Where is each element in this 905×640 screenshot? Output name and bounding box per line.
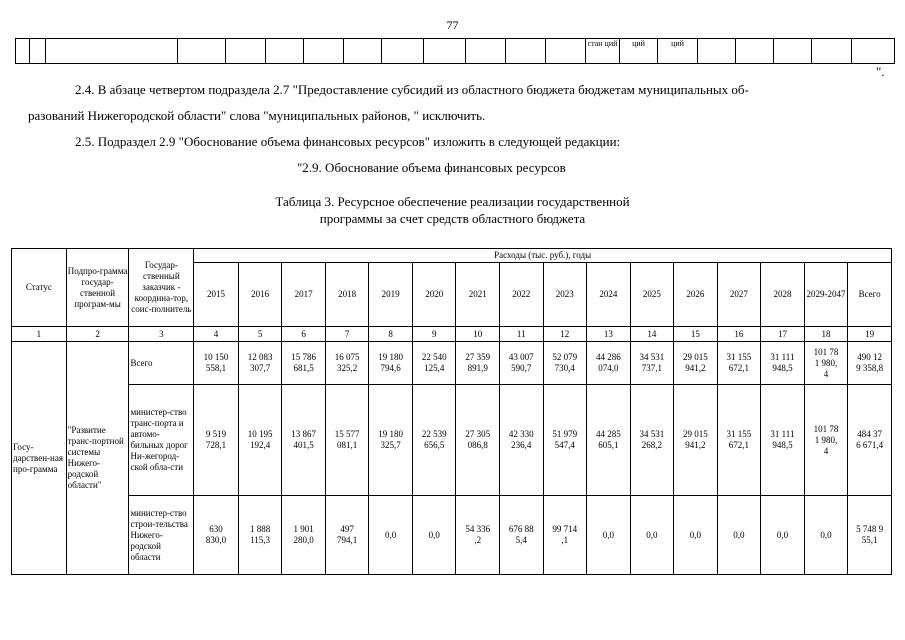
value-cell <box>630 496 674 575</box>
value-cell <box>369 385 413 496</box>
header-year: Всего <box>848 263 892 327</box>
value-part: 948,5 <box>772 363 793 373</box>
column-number: 14 <box>630 327 674 342</box>
remnant-cell <box>304 39 344 64</box>
column-number: 16 <box>717 327 761 342</box>
value-part: 728,1 <box>205 440 227 450</box>
value-part: 074,0 <box>598 363 619 373</box>
value-part: 125,4 <box>424 363 445 373</box>
table-row <box>12 342 892 385</box>
column-number: 12 <box>543 327 587 342</box>
remnant-cell <box>266 39 304 64</box>
value-part: 891,9 <box>467 363 488 373</box>
value-cell <box>194 496 239 575</box>
customer-cell: министер-ство строи-тельства Нижего-родской области <box>129 496 194 575</box>
value-part: 6 671,4 <box>856 440 884 450</box>
value-cell <box>412 496 456 575</box>
value-part: 307,7 <box>249 363 271 373</box>
resource-table <box>11 248 892 575</box>
value-part: 794,1 <box>337 535 358 545</box>
header-customer: Государ-ственный заказчик - координа-тор, соис-полнитель <box>129 249 194 327</box>
value-part: 630 <box>209 524 223 534</box>
remnant-cell <box>774 39 812 64</box>
header-year: 2023 <box>543 263 587 327</box>
value-cell <box>543 342 587 385</box>
value-part: 31 155 <box>726 352 752 362</box>
value-part: 0,0 <box>385 529 397 540</box>
value-cell <box>238 342 282 385</box>
remnant-cell <box>46 39 178 64</box>
remnant-cell <box>466 39 506 64</box>
value-part: 12 083 <box>247 352 273 362</box>
value-part: 19 180 <box>378 429 404 439</box>
value-cell <box>587 496 631 575</box>
value-part: 605,1 <box>598 440 619 450</box>
value-part: 0,0 <box>733 529 745 540</box>
remnant-cell: ций <box>658 39 698 64</box>
header-year: 2027 <box>717 263 761 327</box>
value-part: 1 980, <box>814 357 838 368</box>
value-part: 27 359 <box>465 352 491 362</box>
value-cell <box>848 342 892 385</box>
customer-cell: Всего <box>129 342 194 385</box>
remnant-cell <box>226 39 266 64</box>
subprogram-cell: "Развитие транс-портной системы Нижего-родской области" <box>66 342 129 575</box>
value-part: 16 075 <box>334 352 360 362</box>
column-number: 17 <box>761 327 805 342</box>
value-part: 0,0 <box>602 529 614 540</box>
value-part: ,1 <box>561 535 569 545</box>
remnant-cell <box>736 39 774 64</box>
value-cell <box>412 342 456 385</box>
value-part: 268,2 <box>641 440 662 450</box>
remnant-cell <box>698 39 736 64</box>
value-cell <box>238 496 282 575</box>
header-year: 2020 <box>412 263 456 327</box>
column-number: 5 <box>238 327 282 342</box>
header-year: 2028 <box>761 263 805 327</box>
value-cell <box>848 385 892 496</box>
header-year: 2015 <box>194 263 239 327</box>
value-cell <box>543 496 587 575</box>
value-cell <box>499 342 543 385</box>
value-part: 44 285 <box>595 429 621 439</box>
value-part: 086,8 <box>467 440 488 450</box>
value-part: 280,0 <box>293 535 314 545</box>
value-cell <box>282 342 326 385</box>
value-part: 0,0 <box>776 529 789 540</box>
value-cell <box>369 342 413 385</box>
column-number: 18 <box>804 327 848 342</box>
value-cell <box>456 385 500 496</box>
value-part: 22 539 <box>421 429 447 439</box>
value-part: 27 305 <box>465 429 491 439</box>
header-year: 2016 <box>238 263 282 327</box>
value-cell <box>717 342 761 385</box>
table-row <box>12 385 892 496</box>
value-part: 51 979 <box>552 429 578 439</box>
value-cell <box>848 496 892 575</box>
value-part: 681,5 <box>293 363 314 373</box>
value-cell <box>282 385 326 496</box>
value-cell <box>325 342 369 385</box>
value-part: 34 531 <box>639 429 665 439</box>
table-caption-line2: программы за счет средств областного бюджета <box>319 211 586 226</box>
value-part: 10 150 <box>203 352 229 362</box>
value-part: 676 88 <box>508 524 534 534</box>
column-number: 13 <box>587 327 631 342</box>
value-part: 1 901 <box>293 524 314 534</box>
value-part: 730,4 <box>554 363 575 373</box>
value-part: 54 336 <box>465 524 491 534</box>
value-part: 55,1 <box>861 535 878 545</box>
end-quote: ". <box>876 64 885 79</box>
value-cell <box>761 496 805 575</box>
value-part: 4 <box>823 368 829 379</box>
value-cell <box>238 385 282 496</box>
value-part: 590,7 <box>511 363 532 373</box>
value-part: 99 714 <box>552 524 578 534</box>
value-part: 31 111 <box>770 352 795 362</box>
value-part: 29 015 <box>683 429 708 439</box>
value-part: 672,1 <box>728 440 750 450</box>
status-cell: Госу-дарствен-ная про-грамма <box>12 342 67 575</box>
value-part: 22 540 <box>421 352 447 362</box>
remnant-cell <box>546 39 586 64</box>
value-cell <box>194 342 239 385</box>
value-part: 941,2 <box>685 440 706 450</box>
value-cell <box>717 385 761 496</box>
value-cell <box>587 385 631 496</box>
value-part: 484 37 <box>857 429 882 439</box>
value-part: 1 980, <box>814 434 838 445</box>
value-part: 948,5 <box>772 440 793 450</box>
column-number: 2 <box>66 327 129 342</box>
value-cell <box>674 342 718 385</box>
value-cell <box>587 342 631 385</box>
column-number: 10 <box>456 327 500 342</box>
remnant-cell <box>812 39 852 64</box>
remnant-cell: ций <box>620 39 658 64</box>
remnant-cell <box>30 39 46 64</box>
value-part: 4 <box>823 445 829 456</box>
value-part: 42 330 <box>508 429 534 439</box>
value-cell <box>804 385 848 496</box>
value-part: 10 195 <box>247 429 273 439</box>
value-cell <box>456 342 500 385</box>
customer-cell: министер-ство транс-порта и автомо-бильных дорог Ни-жегород-ской обла-сти <box>129 385 194 496</box>
remnant-cell <box>16 39 30 64</box>
page-number: 77 <box>446 18 459 32</box>
value-part: 29 015 <box>683 352 708 362</box>
remnant-cell <box>852 39 895 64</box>
value-part: 401,5 <box>293 440 314 450</box>
value-part: 547,4 <box>554 440 575 450</box>
value-cell <box>717 496 761 575</box>
value-part: 490 12 <box>857 352 882 362</box>
value-part: ,2 <box>474 535 482 545</box>
value-part: 0,0 <box>428 529 440 540</box>
value-part: 13 867 <box>291 429 316 439</box>
header-year: 2025 <box>630 263 674 327</box>
value-part: 0,0 <box>820 529 832 540</box>
value-cell <box>630 385 674 496</box>
remnant-cell <box>178 39 226 64</box>
remnant-cell <box>424 39 466 64</box>
header-subprogram: Подпро-грамма государ-ственной програм-мы <box>66 249 129 327</box>
value-part: 672,1 <box>728 363 750 373</box>
value-part: 830,0 <box>205 535 227 545</box>
value-cell <box>804 496 848 575</box>
value-part: 325,7 <box>380 440 401 450</box>
value-part: 15 786 <box>291 352 316 362</box>
column-number: 15 <box>674 327 718 342</box>
value-part: 325,2 <box>337 363 358 373</box>
column-number: 1 <box>12 327 67 342</box>
header-status: Статус <box>12 249 67 327</box>
value-part: 497 <box>340 524 354 534</box>
previous-table-remnant <box>15 38 895 64</box>
column-number: 19 <box>848 327 892 342</box>
value-part: 31 155 <box>726 429 752 439</box>
value-cell <box>194 385 239 496</box>
remnant-cell <box>506 39 546 64</box>
header-year: 2021 <box>456 263 500 327</box>
value-cell <box>674 496 718 575</box>
value-part: 9 358,8 <box>856 363 884 373</box>
value-part: 558,1 <box>205 363 227 373</box>
value-cell <box>325 385 369 496</box>
value-cell <box>369 496 413 575</box>
value-part: 31 111 <box>770 429 795 439</box>
value-cell <box>499 385 543 496</box>
value-part: 1 888 <box>249 524 271 534</box>
subsection-heading-2-9: "2.9. Обоснование объема финансовых ресурсов <box>297 160 566 175</box>
value-part: 5,4 <box>515 535 527 545</box>
value-cell <box>456 496 500 575</box>
value-part: 19 180 <box>378 352 404 362</box>
column-number: 11 <box>499 327 543 342</box>
value-cell <box>412 385 456 496</box>
column-number: 4 <box>194 327 239 342</box>
value-part: 15 577 <box>334 429 360 439</box>
value-part: 737,1 <box>641 363 662 373</box>
value-cell <box>804 342 848 385</box>
value-part: 5 748 9 <box>856 524 884 534</box>
value-part: 081,1 <box>337 440 358 450</box>
paragraph-2-5: 2.5. Подраздел 2.9 "Обоснование объема финансовых ресурсов" изложить в следующей редакции: <box>75 134 621 149</box>
value-part: 52 079 <box>552 352 578 362</box>
value-part: 9 519 <box>205 429 227 439</box>
remnant-cell: стан ций <box>586 39 620 64</box>
value-part: 44 286 <box>595 352 621 362</box>
header-expenses: Расходы (тыс. руб.), годы <box>194 249 892 263</box>
header-year: 2029-2047 <box>804 263 848 327</box>
value-part: 941,2 <box>685 363 706 373</box>
paragraph-2-4-line2: разований Нижегородской области" слова "муниципальных районов, " исключить. <box>28 108 486 123</box>
column-number: 3 <box>129 327 194 342</box>
header-year: 2024 <box>587 263 631 327</box>
table-caption-line1: Таблица 3. Ресурсное обеспечение реализации государственной <box>275 194 630 209</box>
header-year: 2019 <box>369 263 413 327</box>
column-number: 7 <box>325 327 369 342</box>
value-part: 0,0 <box>646 529 658 540</box>
column-number: 8 <box>369 327 413 342</box>
value-part: 43 007 <box>508 352 534 362</box>
column-number: 6 <box>282 327 326 342</box>
value-part: 0,0 <box>689 529 701 540</box>
header-year: 2017 <box>282 263 326 327</box>
paragraph-2-4-line1: 2.4. В абзаце четвертом подраздела 2.7 "Предоставление субсидий из областного бюджета бюджетам муниципальных об- <box>75 82 749 97</box>
value-cell <box>630 342 674 385</box>
table-row <box>12 496 892 575</box>
value-cell <box>282 496 326 575</box>
header-year: 2026 <box>674 263 718 327</box>
header-year: 2022 <box>499 263 543 327</box>
value-part: 236,4 <box>511 440 532 450</box>
value-cell <box>325 496 369 575</box>
value-part: 115,3 <box>250 535 271 545</box>
remnant-cell <box>382 39 424 64</box>
value-cell <box>761 385 805 496</box>
column-number: 9 <box>412 327 456 342</box>
value-cell <box>543 385 587 496</box>
value-part: 192,4 <box>249 440 271 450</box>
value-part: 794,6 <box>380 363 401 373</box>
value-cell <box>761 342 805 385</box>
value-part: 101 78 <box>813 346 839 357</box>
value-cell <box>499 496 543 575</box>
remnant-cell <box>344 39 382 64</box>
value-cell <box>674 385 718 496</box>
value-part: 101 78 <box>813 423 839 434</box>
header-year: 2018 <box>325 263 369 327</box>
value-part: 656,5 <box>424 440 445 450</box>
value-part: 34 531 <box>639 352 665 362</box>
